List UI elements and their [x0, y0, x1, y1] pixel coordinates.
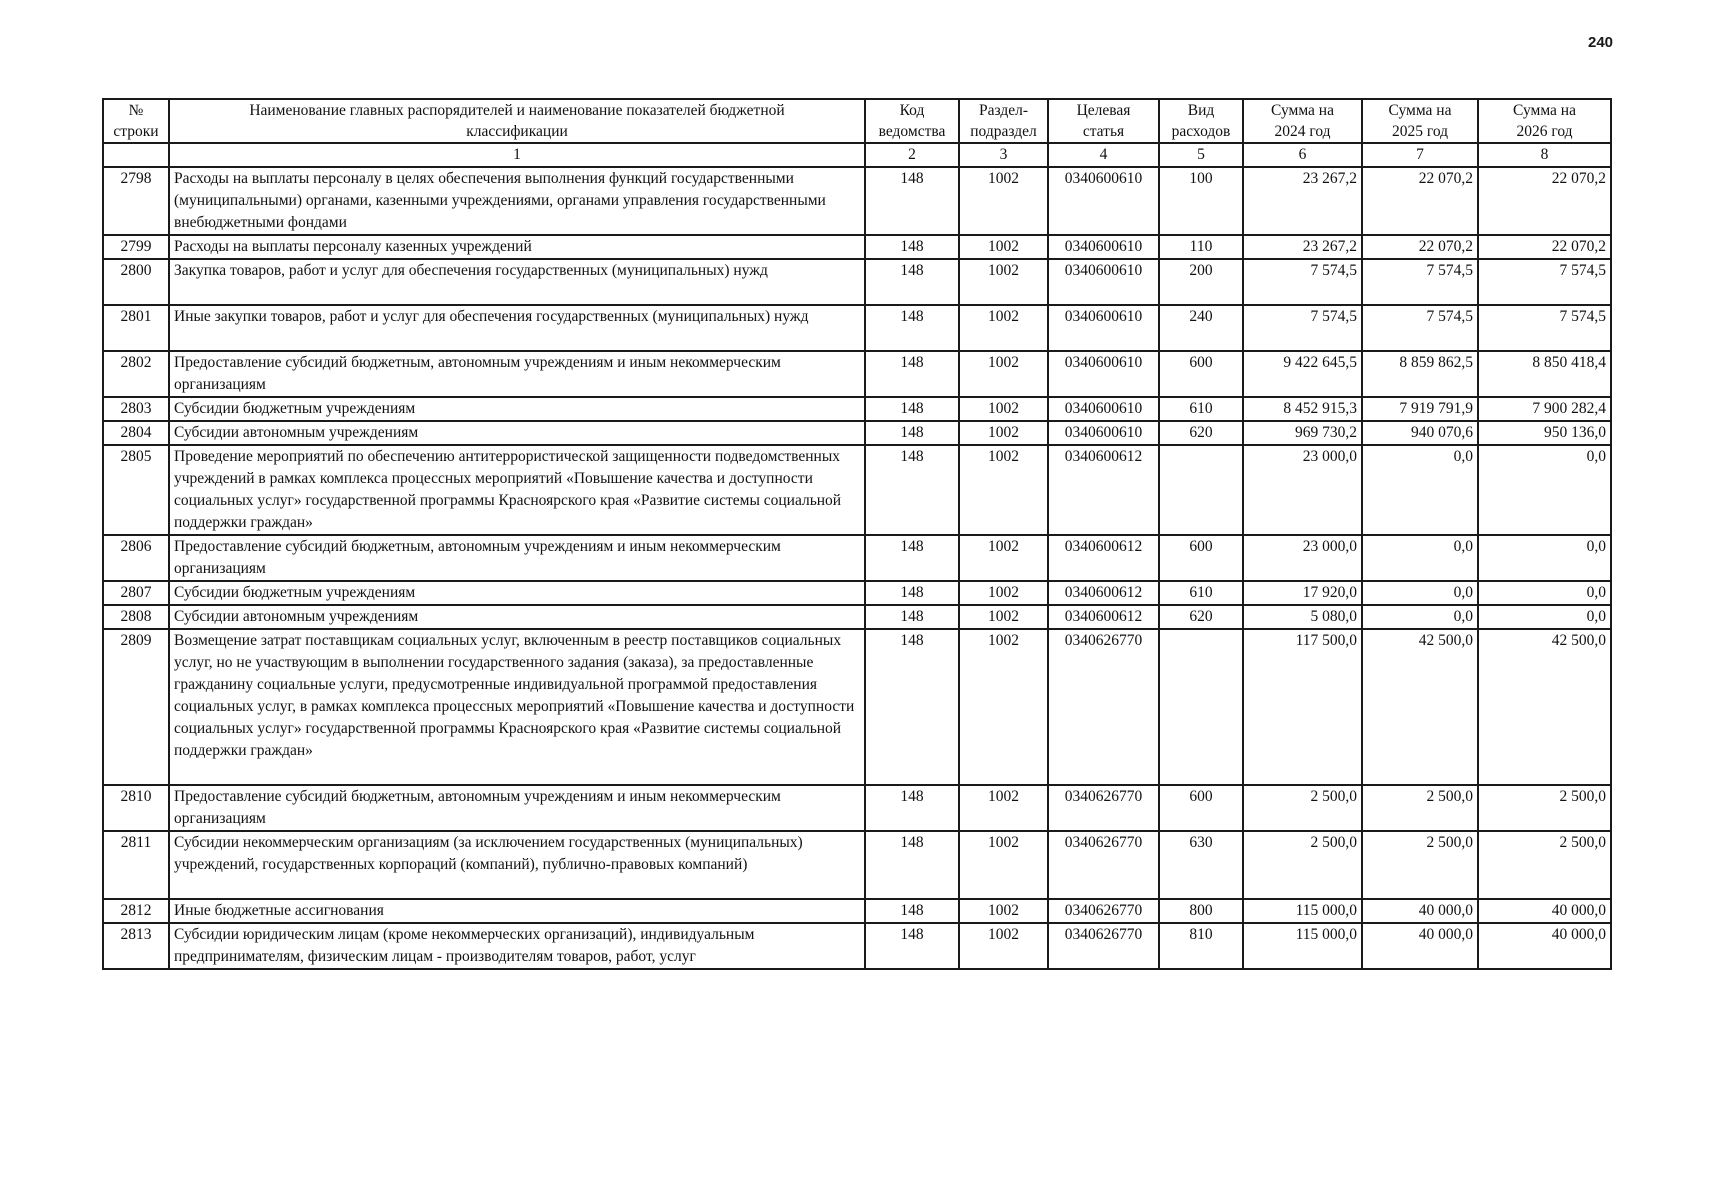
- page-number: 240: [1588, 34, 1614, 51]
- row-sum-2026: 0,0: [1478, 535, 1611, 581]
- table-row: [103, 397, 1611, 421]
- row-target-article: 0340600612: [1048, 535, 1159, 581]
- row-number: 2798: [103, 167, 169, 235]
- row-ministry-code: 148: [865, 923, 959, 969]
- table-row: [103, 167, 1611, 235]
- row-sum-2024: 2 500,0: [1243, 831, 1362, 899]
- row-sum-2025: 22 070,2: [1362, 235, 1478, 259]
- row-section: 1002: [959, 899, 1048, 923]
- header-section: Раздел- подраздел: [959, 99, 1048, 143]
- row-sum-2026: 0,0: [1478, 445, 1611, 535]
- row-sum-2026: 40 000,0: [1478, 923, 1611, 969]
- table-row: [103, 259, 1611, 305]
- row-section: 1002: [959, 629, 1048, 785]
- row-sum-2026: 950 136,0: [1478, 421, 1611, 445]
- row-name: Субсидии бюджетным учреждениям: [169, 397, 865, 421]
- row-section: 1002: [959, 351, 1048, 397]
- row-sum-2025: 0,0: [1362, 581, 1478, 605]
- row-sum-2026: 2 500,0: [1478, 785, 1611, 831]
- row-name: Субсидии юридическим лицам (кроме некоммерческих организаций), индивидуальным предпринимателям, физическим лицам - производителям товаров, работ, услуг: [169, 923, 865, 969]
- row-expense-type: 600: [1159, 535, 1243, 581]
- row-expense-type: 800: [1159, 899, 1243, 923]
- row-ministry-code: 148: [865, 167, 959, 235]
- budget-table: [102, 98, 1612, 970]
- row-number: 2806: [103, 535, 169, 581]
- row-ministry-code: 148: [865, 831, 959, 899]
- row-sum-2024: 17 920,0: [1243, 581, 1362, 605]
- column-number: 7: [1362, 143, 1478, 167]
- row-expense-type: 630: [1159, 831, 1243, 899]
- column-number: 2: [865, 143, 959, 167]
- column-number: [103, 143, 169, 167]
- row-target-article: 0340600610: [1048, 397, 1159, 421]
- row-expense-type: 600: [1159, 351, 1243, 397]
- row-target-article: 0340626770: [1048, 923, 1159, 969]
- row-expense-type: 620: [1159, 605, 1243, 629]
- row-sum-2025: 7 574,5: [1362, 259, 1478, 305]
- row-ministry-code: 148: [865, 899, 959, 923]
- row-sum-2025: 42 500,0: [1362, 629, 1478, 785]
- row-name: Расходы на выплаты персоналу казенных учреждений: [169, 235, 865, 259]
- row-ministry-code: 148: [865, 351, 959, 397]
- row-sum-2025: 940 070,6: [1362, 421, 1478, 445]
- row-section: 1002: [959, 421, 1048, 445]
- row-number: 2807: [103, 581, 169, 605]
- row-target-article: 0340626770: [1048, 899, 1159, 923]
- row-sum-2024: 23 000,0: [1243, 535, 1362, 581]
- row-ministry-code: 148: [865, 785, 959, 831]
- row-target-article: 0340600612: [1048, 581, 1159, 605]
- row-ministry-code: 148: [865, 445, 959, 535]
- header-sum-2024: Сумма на 2024 год: [1243, 99, 1362, 143]
- header-row: [103, 99, 1611, 143]
- row-expense-type: 110: [1159, 235, 1243, 259]
- row-section: 1002: [959, 235, 1048, 259]
- table-row: [103, 785, 1611, 831]
- row-target-article: 0340600612: [1048, 445, 1159, 535]
- row-sum-2024: 9 422 645,5: [1243, 351, 1362, 397]
- row-sum-2024: 7 574,5: [1243, 305, 1362, 351]
- row-sum-2026: 0,0: [1478, 581, 1611, 605]
- row-name: Иные закупки товаров, работ и услуг для обеспечения государственных (муниципальных) нужд: [169, 305, 865, 351]
- row-expense-type: 810: [1159, 923, 1243, 969]
- table-row: [103, 235, 1611, 259]
- row-number: 2809: [103, 629, 169, 785]
- row-sum-2024: 23 267,2: [1243, 167, 1362, 235]
- row-number: 2803: [103, 397, 169, 421]
- row-section: 1002: [959, 581, 1048, 605]
- row-expense-type: [1159, 445, 1243, 535]
- column-number: 4: [1048, 143, 1159, 167]
- row-expense-type: 100: [1159, 167, 1243, 235]
- table-row: [103, 421, 1611, 445]
- row-name: Предоставление субсидий бюджетным, автономным учреждениям и иным некоммерческим организациям: [169, 785, 865, 831]
- row-section: 1002: [959, 923, 1048, 969]
- row-target-article: 0340600610: [1048, 305, 1159, 351]
- row-target-article: 0340600610: [1048, 235, 1159, 259]
- row-name: Субсидии автономным учреждениям: [169, 421, 865, 445]
- row-target-article: 0340600612: [1048, 605, 1159, 629]
- row-expense-type: 240: [1159, 305, 1243, 351]
- column-number: 1: [169, 143, 865, 167]
- row-name: Предоставление субсидий бюджетным, автономным учреждениям и иным некоммерческим организациям: [169, 535, 865, 581]
- row-sum-2024: 969 730,2: [1243, 421, 1362, 445]
- row-sum-2025: 0,0: [1362, 445, 1478, 535]
- header-ministry-code: Код ведомства: [865, 99, 959, 143]
- row-sum-2024: 8 452 915,3: [1243, 397, 1362, 421]
- row-sum-2025: 40 000,0: [1362, 923, 1478, 969]
- row-sum-2026: 2 500,0: [1478, 831, 1611, 899]
- row-sum-2024: 23 000,0: [1243, 445, 1362, 535]
- row-ministry-code: 148: [865, 421, 959, 445]
- table-row: [103, 899, 1611, 923]
- row-section: 1002: [959, 445, 1048, 535]
- table-row: [103, 581, 1611, 605]
- row-section: 1002: [959, 605, 1048, 629]
- row-sum-2024: 23 267,2: [1243, 235, 1362, 259]
- row-sum-2026: 8 850 418,4: [1478, 351, 1611, 397]
- header-sum-2026: Сумма на 2026 год: [1478, 99, 1611, 143]
- row-number: 2813: [103, 923, 169, 969]
- row-sum-2025: 2 500,0: [1362, 831, 1478, 899]
- table-row: [103, 605, 1611, 629]
- row-number: 2808: [103, 605, 169, 629]
- row-name: Закупка товаров, работ и услуг для обеспечения государственных (муниципальных) нужд: [169, 259, 865, 305]
- row-section: 1002: [959, 831, 1048, 899]
- column-number-row: [103, 143, 1611, 167]
- header-row-number: № строки: [103, 99, 169, 143]
- header-target-article: Целевая статья: [1048, 99, 1159, 143]
- row-ministry-code: 148: [865, 397, 959, 421]
- row-section: 1002: [959, 397, 1048, 421]
- row-ministry-code: 148: [865, 259, 959, 305]
- row-section: 1002: [959, 167, 1048, 235]
- row-name: Субсидии автономным учреждениям: [169, 605, 865, 629]
- column-number: 8: [1478, 143, 1611, 167]
- row-sum-2026: 7 574,5: [1478, 259, 1611, 305]
- column-number: 6: [1243, 143, 1362, 167]
- row-sum-2026: 0,0: [1478, 605, 1611, 629]
- row-sum-2026: 22 070,2: [1478, 235, 1611, 259]
- row-number: 2812: [103, 899, 169, 923]
- row-expense-type: 200: [1159, 259, 1243, 305]
- row-sum-2026: 7 574,5: [1478, 305, 1611, 351]
- row-sum-2024: 115 000,0: [1243, 923, 1362, 969]
- row-number: 2800: [103, 259, 169, 305]
- row-sum-2025: 8 859 862,5: [1362, 351, 1478, 397]
- row-name: Субсидии бюджетным учреждениям: [169, 581, 865, 605]
- row-sum-2025: 0,0: [1362, 605, 1478, 629]
- row-sum-2026: 40 000,0: [1478, 899, 1611, 923]
- table-row: [103, 923, 1611, 969]
- row-sum-2024: 7 574,5: [1243, 259, 1362, 305]
- row-sum-2025: 22 070,2: [1362, 167, 1478, 235]
- row-target-article: 0340600610: [1048, 351, 1159, 397]
- column-number: 3: [959, 143, 1048, 167]
- row-expense-type: 610: [1159, 581, 1243, 605]
- row-sum-2024: 117 500,0: [1243, 629, 1362, 785]
- row-name: Субсидии некоммерческим организациям (за исключением государственных (муниципальных) учреждений, государственных корпораций (компаний), публично-правовых компаний): [169, 831, 865, 899]
- row-name: Иные бюджетные ассигнования: [169, 899, 865, 923]
- table-row: [103, 305, 1611, 351]
- row-target-article: 0340626770: [1048, 785, 1159, 831]
- row-target-article: 0340626770: [1048, 629, 1159, 785]
- row-number: 2811: [103, 831, 169, 899]
- column-number: 5: [1159, 143, 1243, 167]
- row-sum-2024: 115 000,0: [1243, 899, 1362, 923]
- header-expense-type: Вид расходов: [1159, 99, 1243, 143]
- row-expense-type: 600: [1159, 785, 1243, 831]
- header-name: Наименование главных распорядителей и наименование показателей бюджетной классификации: [169, 99, 865, 143]
- row-sum-2025: 2 500,0: [1362, 785, 1478, 831]
- row-section: 1002: [959, 535, 1048, 581]
- row-sum-2026: 22 070,2: [1478, 167, 1611, 235]
- table-row: [103, 831, 1611, 899]
- row-target-article: 0340600610: [1048, 421, 1159, 445]
- table-row: [103, 445, 1611, 535]
- table-row: [103, 629, 1611, 785]
- row-ministry-code: 148: [865, 581, 959, 605]
- row-ministry-code: 148: [865, 629, 959, 785]
- table-row: [103, 351, 1611, 397]
- row-target-article: 0340626770: [1048, 831, 1159, 899]
- row-section: 1002: [959, 785, 1048, 831]
- row-sum-2026: 7 900 282,4: [1478, 397, 1611, 421]
- row-sum-2025: 40 000,0: [1362, 899, 1478, 923]
- row-sum-2025: 0,0: [1362, 535, 1478, 581]
- table-row: [103, 535, 1611, 581]
- row-sum-2024: 2 500,0: [1243, 785, 1362, 831]
- row-name: Расходы на выплаты персоналу в целях обеспечения выполнения функций государственными (муниципальными) органами, казенными учреждениями, органами управления государственными внебюджетными фондами: [169, 167, 865, 235]
- row-section: 1002: [959, 305, 1048, 351]
- row-sum-2025: 7 919 791,9: [1362, 397, 1478, 421]
- row-ministry-code: 148: [865, 535, 959, 581]
- row-expense-type: 620: [1159, 421, 1243, 445]
- row-sum-2024: 5 080,0: [1243, 605, 1362, 629]
- row-number: 2802: [103, 351, 169, 397]
- row-number: 2799: [103, 235, 169, 259]
- row-number: 2804: [103, 421, 169, 445]
- row-ministry-code: 148: [865, 235, 959, 259]
- row-ministry-code: 148: [865, 605, 959, 629]
- row-sum-2026: 42 500,0: [1478, 629, 1611, 785]
- row-number: 2805: [103, 445, 169, 535]
- row-name: Проведение мероприятий по обеспечению антитеррористической защищенности подведомственных учреждений в рамках комплекса процессных мероприятий «Повышение качества и доступности социальных услуг» государственной программы Красноярского края «Развитие системы социальной поддержки граждан»: [169, 445, 865, 535]
- header-sum-2025: Сумма на 2025 год: [1362, 99, 1478, 143]
- row-sum-2025: 7 574,5: [1362, 305, 1478, 351]
- row-target-article: 0340600610: [1048, 259, 1159, 305]
- row-expense-type: 610: [1159, 397, 1243, 421]
- row-number: 2810: [103, 785, 169, 831]
- row-name: Предоставление субсидий бюджетным, автономным учреждениям и иным некоммерческим организациям: [169, 351, 865, 397]
- row-number: 2801: [103, 305, 169, 351]
- row-target-article: 0340600610: [1048, 167, 1159, 235]
- row-ministry-code: 148: [865, 305, 959, 351]
- row-name: Возмещение затрат поставщикам социальных услуг, включенным в реестр поставщиков социальных услуг, но не участвующим в выполнении государственного задания (заказа), за предоставленные гражданину социальные услуги, предусмотренные индивидуальной программой предоставления социальных услуг, в рамках комплекса процессных мероприятий «Повышение качества и доступности социальных услуг» государственной программы Красноярского края «Развитие системы социальной поддержки граждан»: [169, 629, 865, 785]
- row-expense-type: [1159, 629, 1243, 785]
- row-section: 1002: [959, 259, 1048, 305]
